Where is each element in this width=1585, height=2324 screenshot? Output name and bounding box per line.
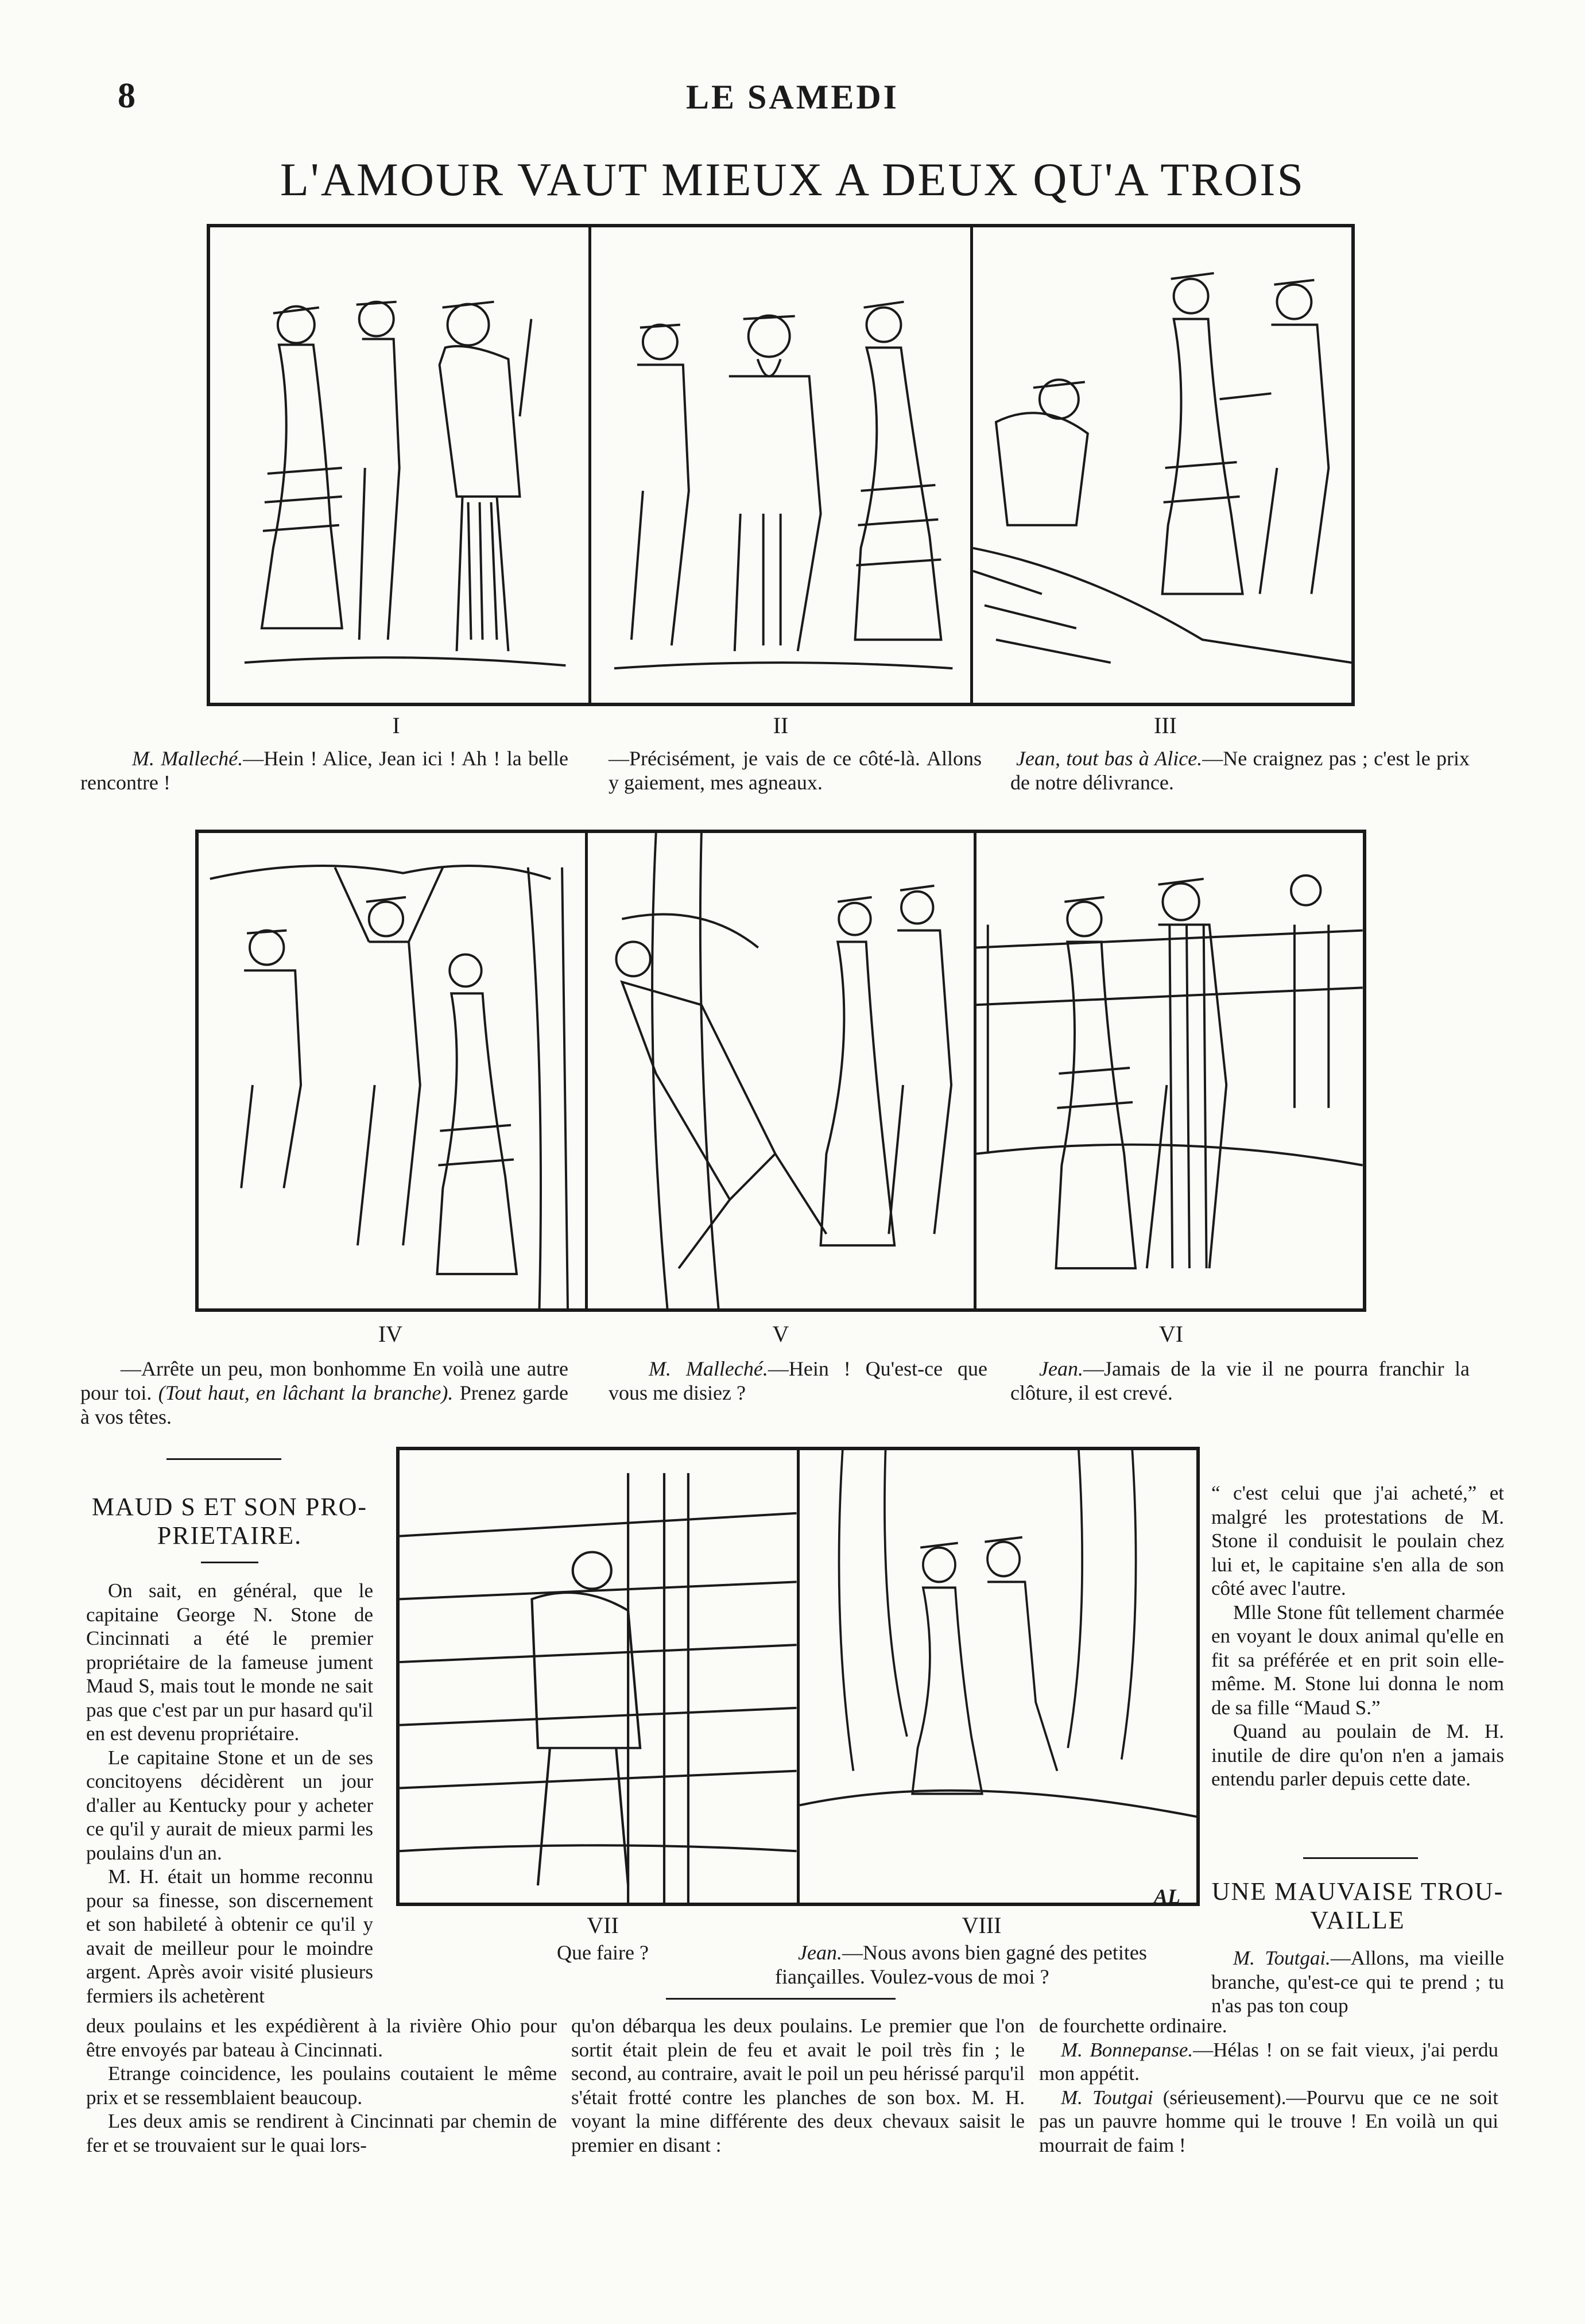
article-2-text-3: (sérieusement).—Pourvu que ce ne soit pas un pauvre homme qui le trouve ! En voilà un qui mourrait de faim ! (1039, 2086, 1498, 2156)
panel-3-numeral: III (1154, 712, 1177, 738)
panel-5-numeral: V (772, 1321, 789, 1347)
article-2-speaker-2: M. Bonnepanse. (1061, 2038, 1193, 2061)
panel-2-illustration (591, 227, 972, 703)
panel-1-text: —Hein ! Alice, Jean ici ! Ah ! la belle rencontre ! (80, 747, 568, 794)
column-rule-right (1303, 1857, 1418, 1859)
panel-1-numeral: I (392, 712, 400, 738)
panel-8-caption (775, 1940, 1200, 1989)
comic-strip-1 (207, 224, 1355, 706)
article-1-left-column (86, 1579, 373, 2008)
panel-7-caption: Que faire ? (557, 1941, 649, 1964)
signature-mark: AL (1154, 1885, 1181, 1908)
article-1-paragraph: “ c'est celui que j'ai acheté,” et malgré les protestations de M. Stone il conduisit le poulain chez lui et, le capitaine s'en alla de son côté avec l'autre. (1211, 1482, 1504, 1599)
panel-3-speaker: Jean, tout bas à Alice. (1016, 747, 1203, 770)
panel-1-speaker: M. Malleché. (132, 747, 243, 770)
panel-4-text: —Arrête un peu, mon bonhomme En voilà une autre pour toi. (80, 1357, 568, 1404)
panel-6-illustration (976, 833, 1363, 1308)
column-rule-left-top (166, 1458, 281, 1460)
panel-5-illustration (588, 833, 977, 1308)
panel-7-numeral: VII (587, 1912, 619, 1938)
article-1-paragraph: Etrange coincidence, les poulains coutaient le même prix et se ressemblaient beaucoup. (86, 2062, 557, 2109)
article-2-continuation: de fourchette ordinaire. (1039, 2015, 1227, 2037)
comic-strip-3 (396, 1447, 1200, 1906)
article-1-paragraph: deux poulains et les expédièrent à la rivière Ohio pour être envoyés par bateau à Cincinnati. (86, 2015, 557, 2061)
article-2-bottom (1039, 2014, 1498, 2157)
panel-8-illustration (800, 1450, 1197, 1903)
article-2-text-1: —Allons, ma vieille branche, qu'est-ce qui te prend ; tu n'as pas ton coup (1211, 1947, 1504, 2017)
article-2-speaker-3: M. Toutgai (1061, 2086, 1153, 2109)
panel-3-illustration (973, 227, 1351, 703)
article-1-paragraph: Mlle Stone fût tellement charmée en voyant le doux animal qu'elle en fit sa préférée et en prit soin elle-même. M. Stone lui donna le nom de sa fille “Maud S.” (1211, 1601, 1504, 1719)
article-1-bottom-column-2 (571, 2014, 1025, 2157)
article-2-paragraph-2 (1039, 2038, 1498, 2086)
panel-2-caption (609, 746, 982, 795)
page-title: L'AMOUR VAUT MIEUX A DEUX QU'A TROIS (280, 153, 1305, 206)
panel-4-text-2: Prenez garde à vos têtes. (80, 1381, 569, 1428)
panel-3-text: —Ne craignez pas ; c'est le prix de notre délivrance. (1010, 747, 1470, 794)
article-1-paragraph: Le capitaine Stone et un de ses concitoyens décidèrent un jour d'aller au Kentucky pour y acheter ce qu'il y aurait de mieux parmi les poulains d'un an. (86, 1746, 373, 1864)
article-2-paragraph-3 (1039, 2086, 1498, 2158)
panel-1-caption (80, 746, 568, 795)
page-number: 8 (118, 76, 135, 115)
panel-5-speaker: M. Malleché. (649, 1357, 768, 1380)
panel-4-numeral: IV (378, 1321, 403, 1347)
panel-4-caption (80, 1357, 568, 1429)
column-rule-center (666, 1998, 896, 2000)
panel-4-aside: (Tout haut, en lâchant la branche). (158, 1381, 454, 1404)
panel-4-illustration (199, 833, 588, 1308)
comic-strip-2 (195, 830, 1366, 1312)
article-1-heading: MAUD S ET SON PRO-PRIETAIRE. (91, 1493, 368, 1550)
article-2-paragraph-1 (1211, 1946, 1504, 2018)
journal-title: LE SAMEDI (685, 78, 900, 116)
article-1-paragraph: Les deux amis se rendirent à Cincinnati par chemin de fer et se trouvaient sur le quai lors- (86, 2110, 557, 2156)
article-1-paragraph: M. H. était un homme reconnu pour sa finesse, son discernement et son habileté à obtenir ce qu'il y avait de meilleur pour le moindre argent. Après avoir visité plusieurs fermiers ils achetèrent (86, 1865, 373, 2007)
panel-2-numeral: II (773, 712, 789, 738)
panel-8-numeral: VIII (962, 1912, 1002, 1938)
article-1-paragraph: Quand au poulain de M. H. inutile de dire qu'on n'en a jamais entendu parler depuis cette date. (1211, 1720, 1504, 1790)
panel-8-text: —Nous avons bien gagné des petites fiançailles. Voulez-vous de moi ? (775, 1941, 1147, 1988)
panel-7-illustration (400, 1450, 800, 1903)
article-2-heading: UNE MAUVAISE TROU-VAILLE (1211, 1877, 1504, 1934)
panel-6-text: —Jamais de la vie il ne pourra franchir la clôture, il est crevé. (1010, 1357, 1470, 1404)
panel-5-caption (609, 1357, 987, 1405)
article-1-paragraph: qu'on débarqua les deux poulains. Le premier que l'on sortit était plein de feu et avait le poil très fin ; le second, au contraire, avait le poil un peu hérissé parqu'il s'était frotté contre les planches de son box. M. H. voyant la mine différente des deux chevaux saisit le premier en disant : (571, 2015, 1025, 2156)
panel-6-caption (1010, 1357, 1470, 1405)
panel-6-speaker: Jean. (1039, 1357, 1083, 1380)
article-1-paragraph: On sait, en général, que le capitaine George N. Stone de Cincinnati a été le premier propriétaire de la fameuse jument Maud S, mais tout le monde ne sait pas que c'est par un pur hasard qu'il en est devenu propriétaire. (86, 1579, 373, 1745)
panel-2-text: —Précisément, je vais de ce côté-là. Allons y gaiement, mes agneaux. (609, 747, 982, 794)
panel-3-caption (1010, 746, 1470, 795)
panel-5-text: —Hein ! Qu'est-ce que vous me disiez ? (609, 1357, 987, 1404)
article-1-bottom-column-1 (86, 2014, 557, 2157)
article-2-text-2: —Hélas ! on se fait vieux, j'ai perdu mon appétit. (1039, 2038, 1498, 2085)
column-rule-left-mid (201, 1562, 258, 1563)
article-2-top (1211, 1946, 1504, 2018)
panel-6-numeral: VI (1158, 1321, 1184, 1347)
panel-1-illustration (210, 227, 591, 703)
panel-8-speaker: Jean. (798, 1941, 842, 1964)
article-1-right-column (1211, 1481, 1504, 1791)
article-2-speaker-1: M. Toutgai. (1233, 1947, 1331, 1969)
